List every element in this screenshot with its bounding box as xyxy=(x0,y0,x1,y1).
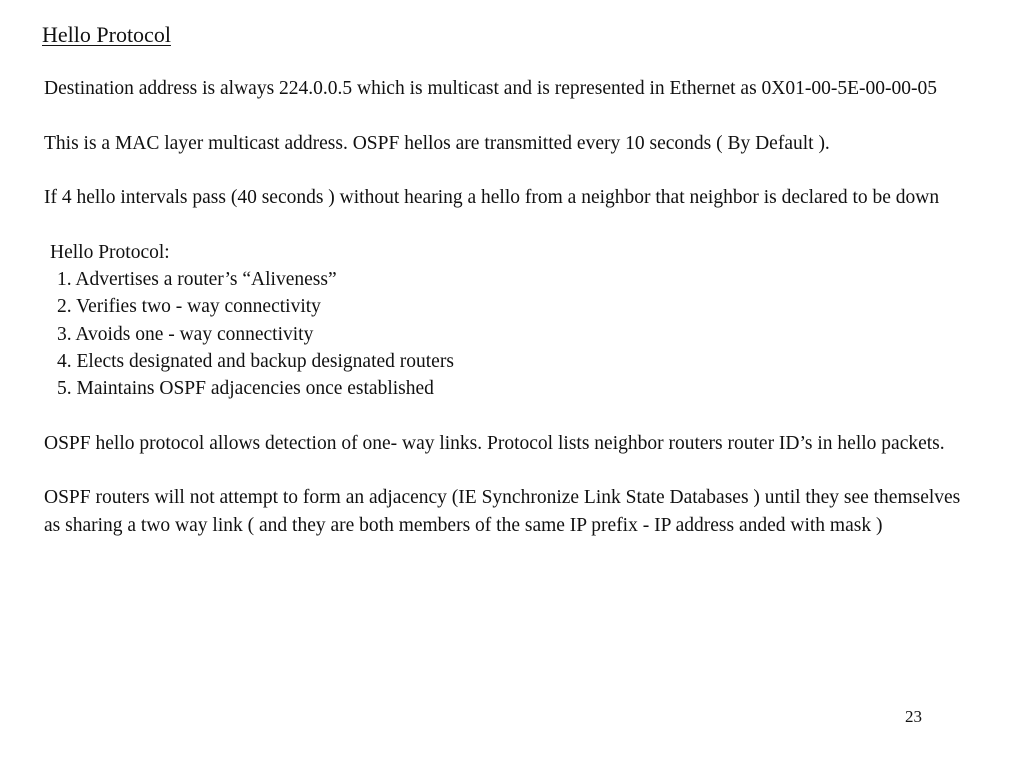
hello-functions-list xyxy=(44,266,980,402)
list-item: 5. Maintains OSPF adjacencies once established xyxy=(57,378,434,400)
paragraph-dead-interval: If 4 hello intervals pass (40 seconds ) without hearing a hello from a neighbor that neighbor is declared to be down xyxy=(44,187,940,209)
list-item: 4. Elects designated and backup designated routers xyxy=(57,350,454,372)
list-item: 2. Verifies two - way connectivity xyxy=(57,296,321,318)
list-item: 1. Advertises a router’s “Aliveness” xyxy=(57,269,337,291)
paragraph-adjacency-condition: OSPF routers will not attempt to form an adjacency (IE Synchronize Link State Databases ) until they see themselves as sharing a two way link ( and they are both members of the same IP prefix - IP address anded with mask ) xyxy=(44,487,961,536)
paragraph-hello-interval: This is a MAC layer multicast address. OSPF hellos are transmitted every 10 seconds ( By Default ). xyxy=(44,132,830,154)
paragraph-multicast-address: Destination address is always 224.0.0.5 which is multicast and is represented in Ethernet as 0X01-00-5E-00-00-05 xyxy=(44,78,938,99)
paragraph-one-way-detection: OSPF hello protocol allows detection of one- way links. Protocol lists neighbor routers router ID’s in hello packets. xyxy=(44,432,945,454)
list-item: 3. Avoids one - way connectivity xyxy=(57,323,314,345)
page-number: 23 xyxy=(905,707,922,726)
list-heading: Hello Protocol: xyxy=(50,241,170,263)
slide-body xyxy=(44,75,980,539)
slide-title: Hello Protocol xyxy=(42,22,171,47)
